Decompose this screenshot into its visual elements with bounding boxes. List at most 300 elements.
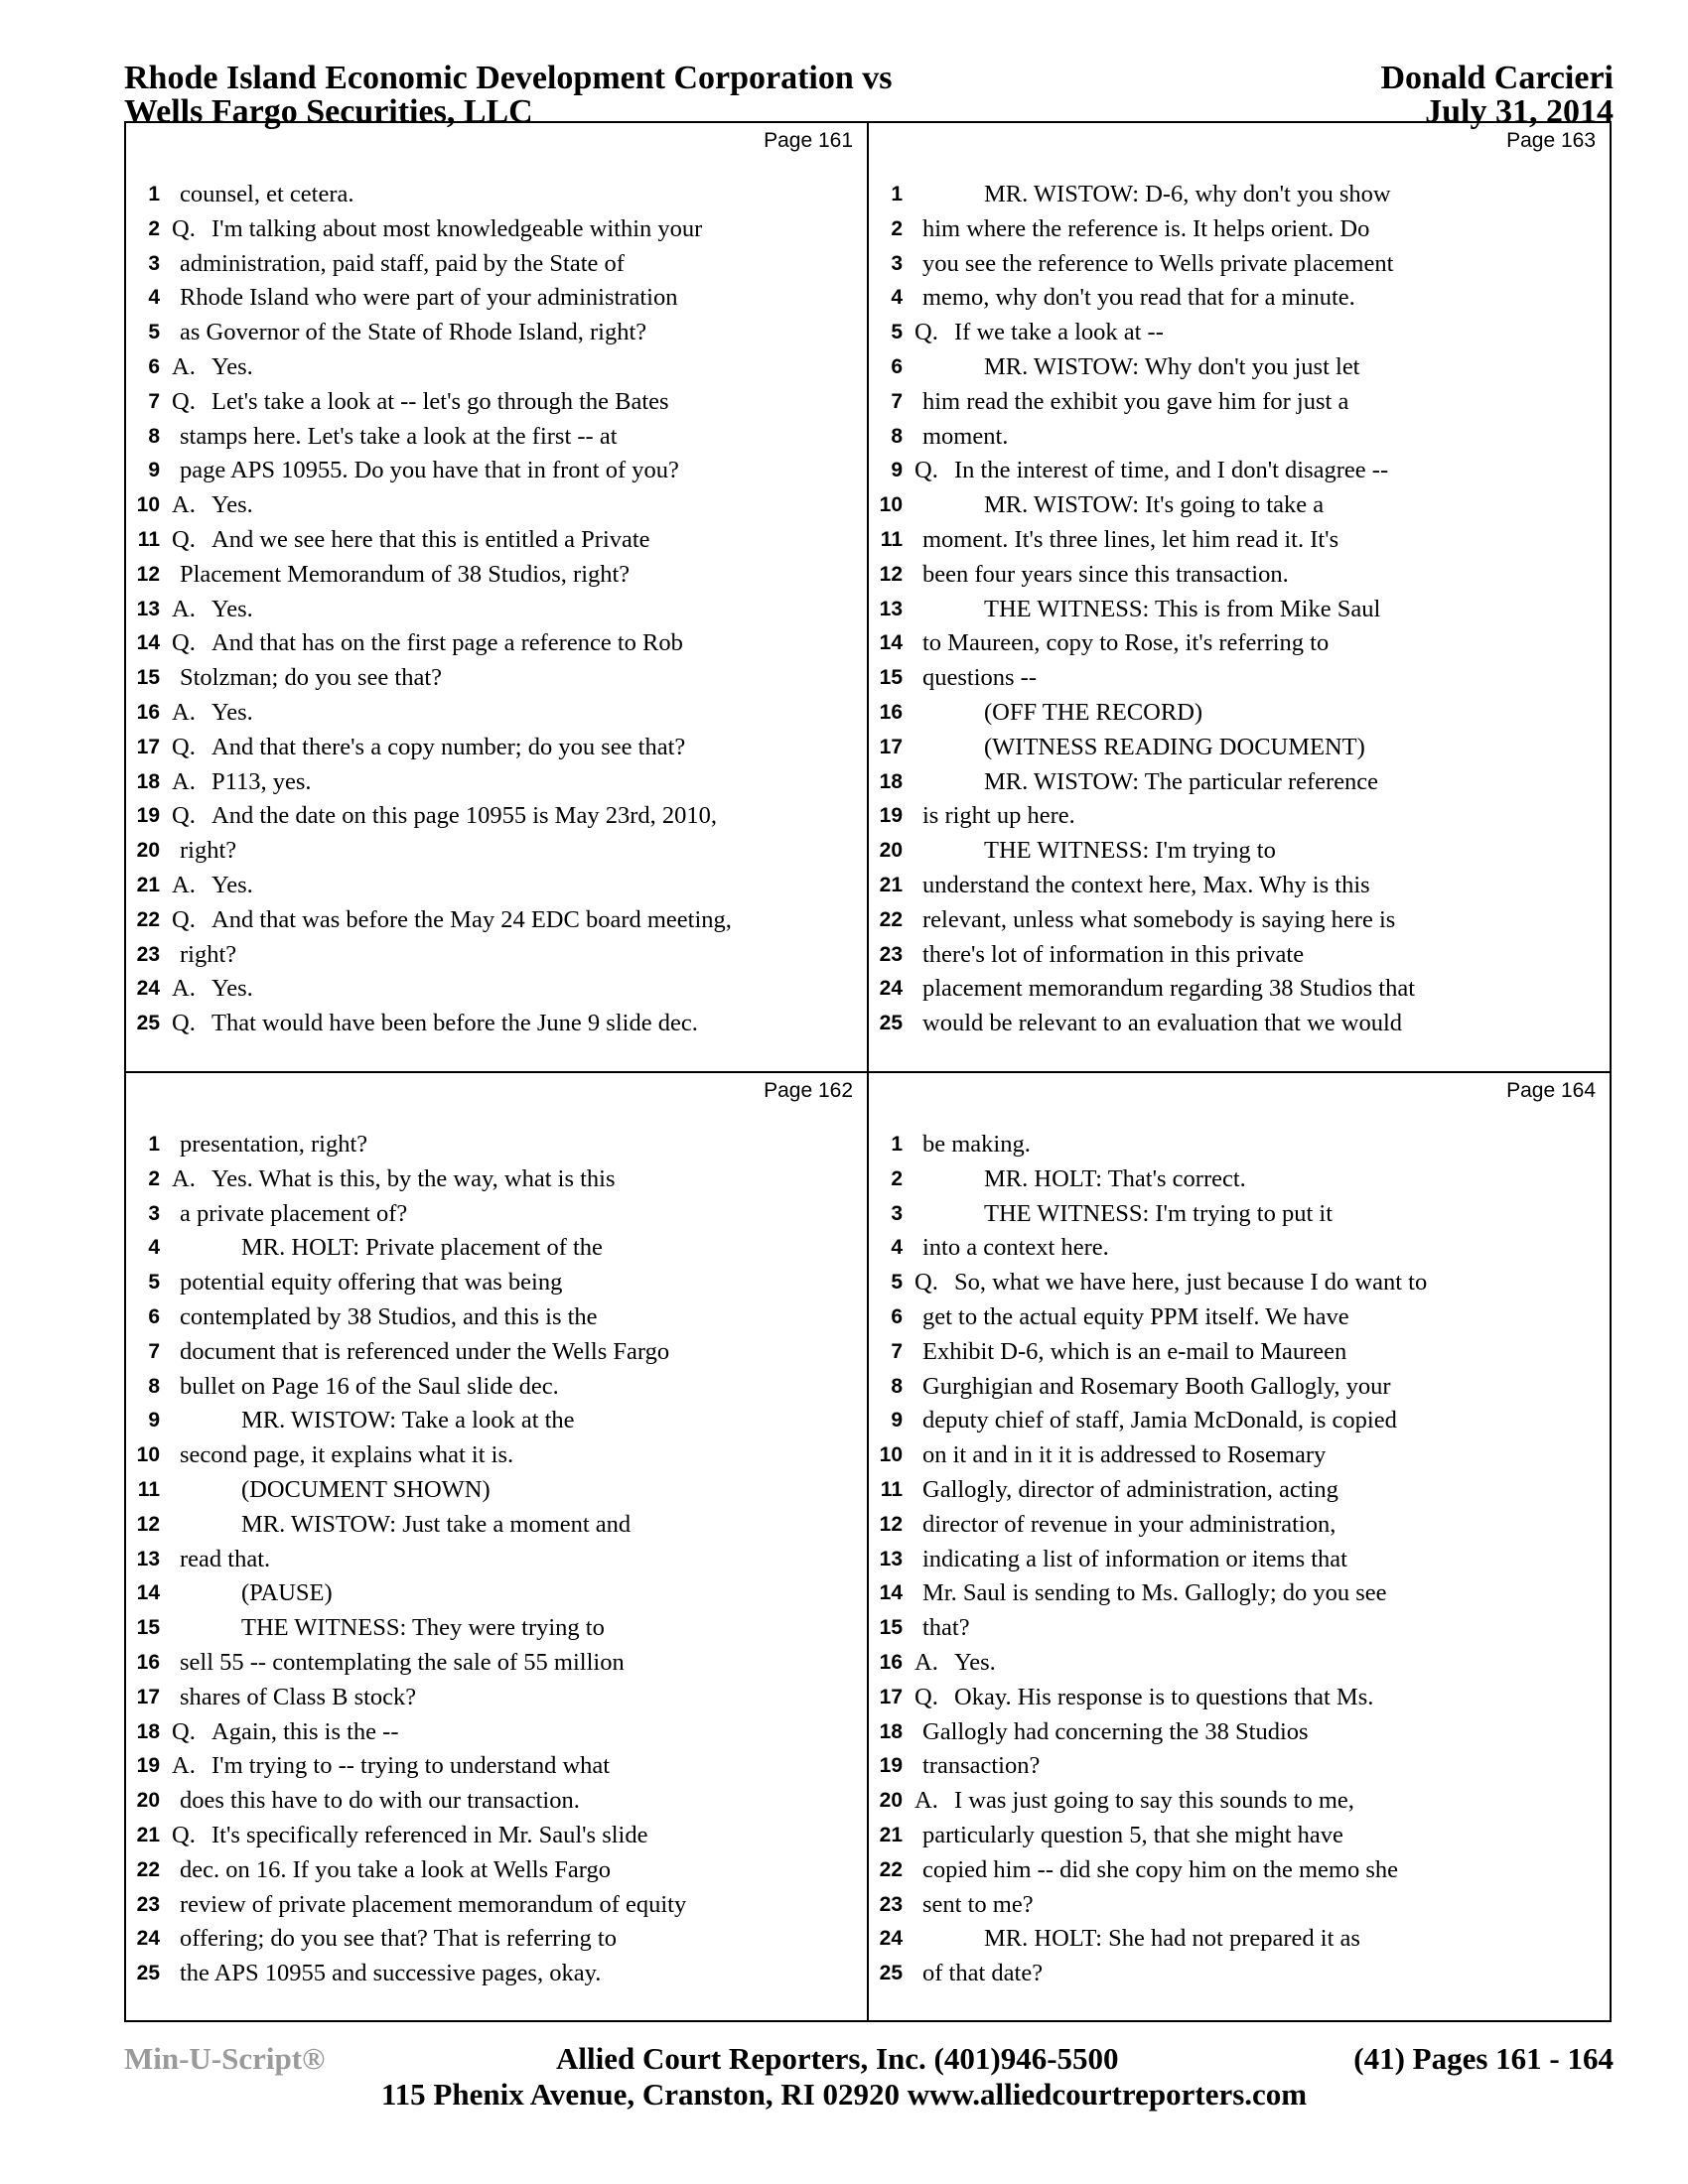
line-text: Rhode Island who were part of your administration (180, 284, 678, 312)
transcript-line (126, 626, 867, 661)
reporter-company: Allied Court Reporters, Inc. (401)946-5500 (556, 2041, 1119, 2076)
transcript-page-161 (126, 123, 867, 1071)
line-number: 19 (136, 1754, 160, 1778)
line-text: particularly question 5, that she might have (922, 1821, 1343, 1848)
line-number: 17 (879, 735, 903, 758)
line-text: Mr. Saul is sending to Ms. Gallogly; do you see (922, 1579, 1387, 1607)
transcript-line (869, 350, 1610, 385)
speaker-marker: Q. (172, 905, 196, 933)
line-text: him read the exhibit you gave him for just a (922, 387, 1349, 415)
line-number: 22 (879, 1857, 903, 1881)
line-number: 7 (148, 389, 160, 413)
transcript-line (869, 1922, 1610, 1957)
line-text: And that has on the first page a reference to Rob (211, 629, 683, 657)
line-text: Exhibit D-6, which is an e-mail to Maureen (922, 1337, 1347, 1365)
line-number: 12 (879, 1512, 903, 1536)
line-number: 4 (148, 286, 160, 310)
speaker-marker: A. (172, 975, 196, 1003)
line-text: administration, paid staff, paid by the State of (180, 249, 625, 277)
line-number: 2 (148, 216, 160, 240)
line-text: Gallogly, director of administration, acting (922, 1475, 1338, 1503)
line-text: If we take a look at -- (954, 319, 1164, 346)
line-text: right? (180, 837, 237, 865)
line-number: 17 (879, 1685, 903, 1708)
line-number: 21 (136, 1823, 160, 1846)
line-number: 10 (136, 1443, 160, 1467)
line-number: 24 (136, 977, 160, 1001)
line-number: 5 (891, 321, 903, 344)
line-number: 23 (879, 1892, 903, 1916)
transcript-line (869, 1404, 1610, 1438)
line-text: THE WITNESS: This is from Mike Saul (984, 595, 1381, 622)
speaker-marker: Q. (914, 1683, 938, 1710)
transcript-line (126, 1853, 867, 1888)
line-text: Yes. (211, 975, 253, 1003)
transcript-line (126, 1197, 867, 1232)
line-number: 14 (136, 631, 160, 655)
line-number: 9 (891, 1409, 903, 1433)
transcript-line (869, 869, 1610, 903)
transcript-lines (126, 1128, 867, 1991)
transcript-line (869, 1438, 1610, 1473)
line-number: 22 (136, 1857, 160, 1881)
line-text: Placement Memorandum of 38 Studios, right? (180, 560, 631, 588)
transcript-line (126, 731, 867, 765)
line-number: 20 (879, 1789, 903, 1813)
line-text: contemplated by 38 Studios, and this is the (180, 1302, 598, 1330)
line-text: Stolzman; do you see that? (180, 664, 442, 692)
line-text: placement memorandum regarding 38 Studios that (922, 975, 1416, 1003)
line-number: 23 (136, 942, 160, 966)
transcript-line (126, 523, 867, 558)
line-number: 19 (879, 1754, 903, 1778)
line-text: bullet on Page 16 of the Saul slide dec. (180, 1372, 559, 1400)
transcript-frame (124, 121, 1612, 2022)
line-number: 16 (136, 700, 160, 724)
line-text: That would have been before the June 9 slide dec. (211, 1010, 698, 1037)
line-number: 17 (136, 1685, 160, 1708)
line-text: is right up here. (922, 802, 1075, 830)
line-number: 3 (891, 1201, 903, 1225)
line-text: stamps here. Let's take a look at the first -- at (180, 422, 618, 450)
line-number: 2 (148, 1166, 160, 1190)
transcript-line (126, 972, 867, 1007)
deposition-date: July 31, 2014 (1425, 93, 1614, 130)
transcript-line (126, 1784, 867, 1819)
line-text: counsel, et cetera. (180, 181, 354, 207)
line-number: 6 (148, 1304, 160, 1328)
line-text: copied him -- did she copy him on the memo she (922, 1855, 1399, 1883)
line-text: of that date? (922, 1960, 1044, 1987)
transcript-line (869, 834, 1610, 869)
speaker-marker: Q. (172, 802, 196, 830)
transcript-line (126, 765, 867, 800)
transcript-line (869, 1749, 1610, 1784)
transcript-line (126, 593, 867, 627)
transcript-page-164 (869, 1073, 1610, 2020)
line-text: MR. WISTOW: Why don't you just let (984, 352, 1360, 380)
line-text: THE WITNESS: I'm trying to (984, 837, 1276, 865)
line-number: 24 (879, 1927, 903, 1951)
transcript-line (869, 420, 1610, 455)
transcript-line (126, 1646, 867, 1681)
transcript-line (869, 1162, 1610, 1197)
speaker-marker: A. (914, 1787, 938, 1815)
transcript-lines (126, 178, 867, 1041)
speaker-marker: A. (172, 871, 196, 898)
line-number: 6 (891, 1304, 903, 1328)
line-number: 3 (148, 251, 160, 275)
line-number: 13 (879, 597, 903, 620)
page-number-label: Page 163 (1506, 129, 1596, 152)
line-number: 9 (148, 1409, 160, 1433)
line-text: potential equity offering that was being (180, 1269, 563, 1297)
line-text: would be relevant to an evaluation that we would (922, 1010, 1403, 1037)
line-text: I was just going to say this sounds to me, (954, 1787, 1354, 1815)
line-number: 25 (879, 1962, 903, 1985)
page-number-label: Page 161 (764, 129, 853, 152)
line-number: 16 (136, 1650, 160, 1674)
line-text: him where the reference is. It helps orient. Do (922, 214, 1370, 242)
transcript-line (126, 1576, 867, 1611)
speaker-marker: Q. (172, 214, 196, 242)
line-text: right? (180, 940, 237, 968)
line-text: sell 55 -- contemplating the sale of 55 million (180, 1648, 625, 1676)
line-number: 18 (136, 769, 160, 793)
page-number-label: Page 164 (1506, 1079, 1596, 1102)
transcript-line (869, 1128, 1610, 1162)
line-text: shares of Class B stock? (180, 1683, 417, 1710)
case-title-line-1: Rhode Island Economic Development Corporation vs (124, 60, 893, 96)
line-number: 11 (880, 527, 903, 551)
line-number: 12 (136, 1512, 160, 1536)
line-text: that? (922, 1614, 970, 1642)
line-number: 4 (148, 1236, 160, 1260)
transcript-line (126, 938, 867, 973)
transcript-line (869, 972, 1610, 1007)
line-number: 20 (879, 839, 903, 863)
line-number: 10 (136, 493, 160, 517)
transcript-line (126, 1473, 867, 1508)
line-number: 9 (148, 459, 160, 482)
transcript-line (126, 903, 867, 938)
line-number: 12 (879, 562, 903, 586)
line-text: Yes. (954, 1648, 996, 1676)
transcript-line (126, 558, 867, 593)
line-number: 21 (879, 873, 903, 896)
line-text: Let's take a look at -- let's go through the Bates (211, 387, 669, 415)
line-number: 8 (148, 424, 160, 448)
transcript-line (869, 1300, 1610, 1335)
speaker-marker: A. (172, 491, 196, 519)
transcript-line (126, 799, 867, 834)
transcript-line (126, 1370, 867, 1405)
line-number: 8 (891, 424, 903, 448)
transcript-page-162 (126, 1073, 867, 2020)
line-text: (OFF THE RECORD) (984, 698, 1203, 726)
line-number: 20 (136, 839, 160, 863)
line-number: 14 (879, 631, 903, 655)
line-text: MR. HOLT: She had not prepared it as (984, 1925, 1360, 1953)
transcript-line (126, 1404, 867, 1438)
transcript-line (869, 385, 1610, 420)
line-number: 16 (879, 700, 903, 724)
transcript-line (869, 903, 1610, 938)
line-number: 1 (148, 183, 160, 205)
line-text: read that. (180, 1545, 271, 1572)
line-number: 11 (880, 1477, 903, 1501)
line-number: 1 (891, 183, 903, 205)
transcript-line (126, 247, 867, 282)
line-text: Yes. (211, 595, 253, 622)
speaker-marker: Q. (172, 1010, 196, 1037)
transcript-line (126, 178, 867, 212)
line-number: 14 (879, 1581, 903, 1605)
transcript-line (126, 1611, 867, 1646)
line-number: 20 (136, 1789, 160, 1813)
line-number: 1 (148, 1133, 160, 1156)
line-number: 3 (891, 251, 903, 275)
transcript-line (126, 661, 867, 696)
transcript-line (126, 316, 867, 350)
line-text: I'm trying to -- trying to understand what (211, 1752, 611, 1780)
transcript-line (126, 1543, 867, 1577)
line-number: 23 (879, 942, 903, 966)
transcript-lines (869, 178, 1610, 1041)
transcript-line (126, 385, 867, 420)
transcript-line (869, 765, 1610, 800)
line-number: 23 (136, 1892, 160, 1916)
line-number: 21 (879, 1823, 903, 1846)
transcript-line (126, 1819, 867, 1853)
line-number: 13 (136, 597, 160, 620)
min-u-script-brand: Min-U-Script® (124, 2041, 326, 2076)
line-number: 7 (891, 1339, 903, 1363)
line-text: dec. on 16. If you take a look at Wells Fargo (180, 1855, 611, 1883)
transcript-line (126, 1300, 867, 1335)
line-text: be making. (922, 1131, 1031, 1158)
speaker-marker: A. (914, 1648, 938, 1676)
transcript-line (869, 558, 1610, 593)
transcript-line (126, 1438, 867, 1473)
transcript-line (869, 1646, 1610, 1681)
line-number: 24 (879, 977, 903, 1001)
transcript-line (869, 1543, 1610, 1577)
line-number: 15 (136, 1616, 160, 1640)
line-number: 4 (891, 1236, 903, 1260)
line-number: 15 (879, 1616, 903, 1640)
line-number: 5 (891, 1271, 903, 1295)
line-text: on it and in it it is addressed to Rosemary (922, 1441, 1327, 1469)
transcript-line (126, 1508, 867, 1543)
line-text: transaction? (922, 1752, 1041, 1780)
transcript-line (869, 247, 1610, 282)
transcript-line (869, 523, 1610, 558)
transcript-line (126, 420, 867, 455)
transcript-line (869, 1231, 1610, 1266)
line-number: 1 (891, 1133, 903, 1156)
line-text: deputy chief of staff, Jamia McDonald, is copied (922, 1407, 1397, 1434)
line-number: 22 (879, 907, 903, 931)
speaker-marker: A. (172, 595, 196, 622)
line-text: MR. WISTOW: It's going to take a (984, 491, 1325, 519)
line-text: as Governor of the State of Rhode Island, right? (180, 319, 647, 346)
transcript-line (126, 869, 867, 903)
transcript-line (869, 593, 1610, 627)
line-number: 25 (136, 1012, 160, 1035)
line-text: P113, yes. (211, 767, 312, 795)
transcript-line (869, 1957, 1610, 1991)
line-number: 14 (136, 1581, 160, 1605)
transcript-line (869, 1007, 1610, 1041)
transcript-line (869, 1819, 1610, 1853)
transcript-line (869, 1784, 1610, 1819)
transcript-line (869, 1508, 1610, 1543)
speaker-marker: Q. (172, 1717, 196, 1745)
line-text: does this have to do with our transaction. (180, 1787, 580, 1815)
line-text: So, what we have here, just because I do want to (954, 1269, 1428, 1297)
transcript-line (126, 1888, 867, 1923)
line-text: page APS 10955. Do you have that in front of you? (180, 457, 679, 484)
line-text: moment. (922, 422, 1009, 450)
line-text: And we see here that this is entitled a Private (211, 525, 650, 553)
transcript-line (869, 626, 1610, 661)
line-text: MR. WISTOW: The particular reference (984, 767, 1379, 795)
speaker-marker: A. (172, 1164, 196, 1192)
line-text: (PAUSE) (241, 1579, 333, 1607)
line-number: 10 (879, 1443, 903, 1467)
line-number: 3 (148, 1201, 160, 1225)
line-text: offering; do you see that? That is referring to (180, 1925, 617, 1953)
line-text: And that there's a copy number; do you see that? (211, 733, 686, 760)
transcript-line (869, 1370, 1610, 1405)
transcript-line (126, 281, 867, 316)
line-text: It's specifically referenced in Mr. Saul's slide (211, 1821, 648, 1848)
transcript-line (869, 1611, 1610, 1646)
transcript-line (869, 1715, 1610, 1750)
line-text: to Maureen, copy to Rose, it's referring to (922, 629, 1330, 657)
page-range: (41) Pages 161 - 164 (1353, 2041, 1614, 2076)
line-text: questions -- (922, 664, 1037, 692)
line-text: document that is referenced under the Wells Fargo (180, 1337, 670, 1365)
line-text: presentation, right? (180, 1131, 368, 1158)
line-text: understand the context here, Max. Why is this (922, 871, 1370, 898)
speaker-marker: Q. (172, 1821, 196, 1848)
line-text: indicating a list of information or items that (922, 1545, 1347, 1572)
line-number: 21 (136, 873, 160, 896)
line-number: 5 (148, 1271, 160, 1295)
speaker-marker: Q. (172, 733, 196, 760)
transcript-line (869, 799, 1610, 834)
line-number: 22 (136, 907, 160, 931)
line-text: get to the actual equity PPM itself. We have (922, 1302, 1349, 1330)
speaker-marker: Q. (172, 525, 196, 553)
line-text: (WITNESS READING DOCUMENT) (984, 733, 1365, 760)
speaker-marker: A. (172, 1752, 196, 1780)
line-text: Yes. (211, 871, 253, 898)
line-number: 12 (136, 562, 160, 586)
line-number: 11 (137, 1477, 160, 1501)
line-number: 18 (879, 769, 903, 793)
transcript-line (869, 454, 1610, 488)
line-number: 5 (148, 321, 160, 344)
line-text: MR. WISTOW: Take a look at the (241, 1407, 575, 1434)
speaker-marker: Q. (914, 457, 938, 484)
line-number: 7 (891, 389, 903, 413)
case-title-line-2: Wells Fargo Securities, LLC (124, 93, 533, 130)
transcript-line (126, 1231, 867, 1266)
transcript-line (126, 1128, 867, 1162)
line-text: Yes. (211, 698, 253, 726)
transcript-line (869, 1681, 1610, 1715)
line-number: 9 (891, 459, 903, 482)
transcript-line (869, 1197, 1610, 1232)
transcript-line (869, 281, 1610, 316)
line-number: 6 (148, 354, 160, 378)
line-text: a private placement of? (180, 1199, 408, 1227)
transcript-line (126, 1266, 867, 1300)
line-text: been four years since this transaction. (922, 560, 1289, 588)
speaker-marker: A. (172, 767, 196, 795)
line-number: 2 (891, 1166, 903, 1190)
witness-name: Donald Carcieri (1380, 60, 1614, 96)
transcript-line (126, 834, 867, 869)
transcript-line (126, 212, 867, 247)
line-text: Gurghigian and Rosemary Booth Gallogly, your (922, 1372, 1391, 1400)
transcript-line (869, 316, 1610, 350)
line-text: In the interest of time, and I don't disagree -- (954, 457, 1389, 484)
transcript-line (869, 696, 1610, 731)
transcript-line (869, 1335, 1610, 1370)
line-number: 10 (879, 493, 903, 517)
line-number: 16 (879, 1650, 903, 1674)
page-number-label: Page 162 (764, 1079, 853, 1102)
line-text: MR. HOLT: That's correct. (984, 1164, 1246, 1192)
reporter-address: 115 Phenix Avenue, Cranston, RI 02920 www.alliedcourtreporters.com (380, 2077, 1308, 2112)
line-text: there's lot of information in this private (922, 940, 1305, 968)
line-text: Okay. His response is to questions that Ms. (954, 1683, 1374, 1710)
transcript-line (126, 1922, 867, 1957)
speaker-marker: Q. (172, 629, 196, 657)
line-text: (DOCUMENT SHOWN) (241, 1475, 491, 1503)
transcript-line (126, 1681, 867, 1715)
transcript-line (869, 1266, 1610, 1300)
speaker-marker: A. (172, 698, 196, 726)
transcript-line (126, 696, 867, 731)
transcript-page-163 (869, 123, 1610, 1071)
line-text: memo, why don't you read that for a minute. (922, 284, 1355, 312)
line-text: And that was before the May 24 EDC board meeting, (211, 905, 732, 933)
line-text: moment. It's three lines, let him read it. It's (922, 525, 1339, 553)
transcript-lines (869, 1128, 1610, 1991)
line-number: 8 (891, 1374, 903, 1398)
transcript-line (126, 1007, 867, 1041)
speaker-marker: Q. (914, 1269, 938, 1297)
transcript-line (869, 212, 1610, 247)
line-number: 18 (136, 1719, 160, 1743)
transcript-line (126, 350, 867, 385)
transcript-line (869, 1888, 1610, 1923)
line-text: And the date on this page 10955 is May 23rd, 2010, (211, 802, 717, 830)
transcript-line (869, 1473, 1610, 1508)
line-text: the APS 10955 and successive pages, okay. (180, 1960, 602, 1987)
line-text: I'm talking about most knowledgeable within your (211, 214, 703, 242)
line-number: 11 (137, 527, 160, 551)
line-text: director of revenue in your administration, (922, 1510, 1336, 1538)
line-text: relevant, unless what somebody is saying here is (922, 905, 1396, 933)
transcript-line (869, 488, 1610, 523)
line-text: THE WITNESS: I'm trying to put it (984, 1199, 1334, 1227)
